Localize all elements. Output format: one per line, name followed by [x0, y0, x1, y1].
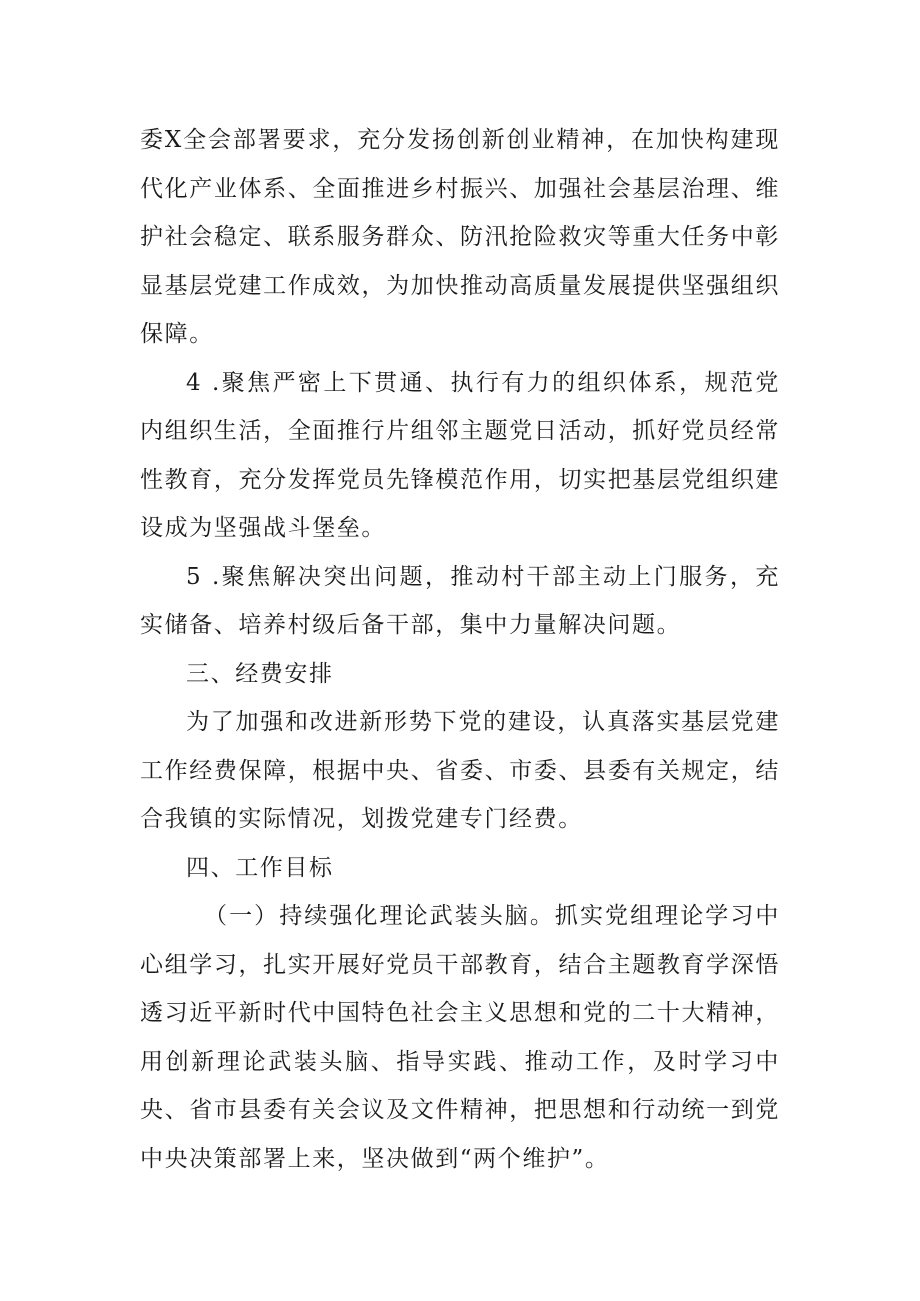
section-heading-funding: 三、经费安排 [186, 660, 334, 687]
document-body [140, 116, 780, 1183]
paragraph-item-5: 5 .聚焦解决突出问题，推动村干部主动上门服务，充实储备、培养村级后备干部，集中力量解决问题。 [140, 563, 780, 638]
section-heading-goals: 四、工作目标 [186, 854, 334, 881]
paragraph-funding: 为了加强和改进新形势下党的建设，认真落实基层党建工作经费保障，根据中央、省委、市委、县委有关规定，结合我镇的实际情况，划拨党建专门经费。 [140, 709, 780, 832]
paragraph-item-4: 4 .聚焦严密上下贯通、执行有力的组织体系，规范党内组织生活，全面推行片组邻主题党日活动，抓好党员经常性教育，充分发挥党员先锋模范作用，切实把基层党组织建设成为坚强战斗堡垒。 [140, 369, 780, 541]
paragraph-continued: 委X全会部署要求，充分发扬创新创业精神，在加快构建现代化产业体系、全面推进乡村振兴、加强社会基层治理、维护社会稳定、联系服务群众、防汛抢险救灾等重大任务中彰显基层党建工作成效，为加快推动高质量发展提供坚强组织保障。 [140, 127, 780, 347]
paragraph-goal-1: （一）持续强化理论武装头脑。抓实党组理论学习中心组学习，扎实开展好党员干部教育，结合主题教育学深悟透习近平新时代中国特色社会主义思想和党的二十大精神，用创新理论武装头脑、指导实践、推动工作，及时学习中央、省市县委有关会议及文件精神，把思想和行动统一到党中央决策部署上来，坚决做到“两个维护”。 [140, 903, 780, 1172]
